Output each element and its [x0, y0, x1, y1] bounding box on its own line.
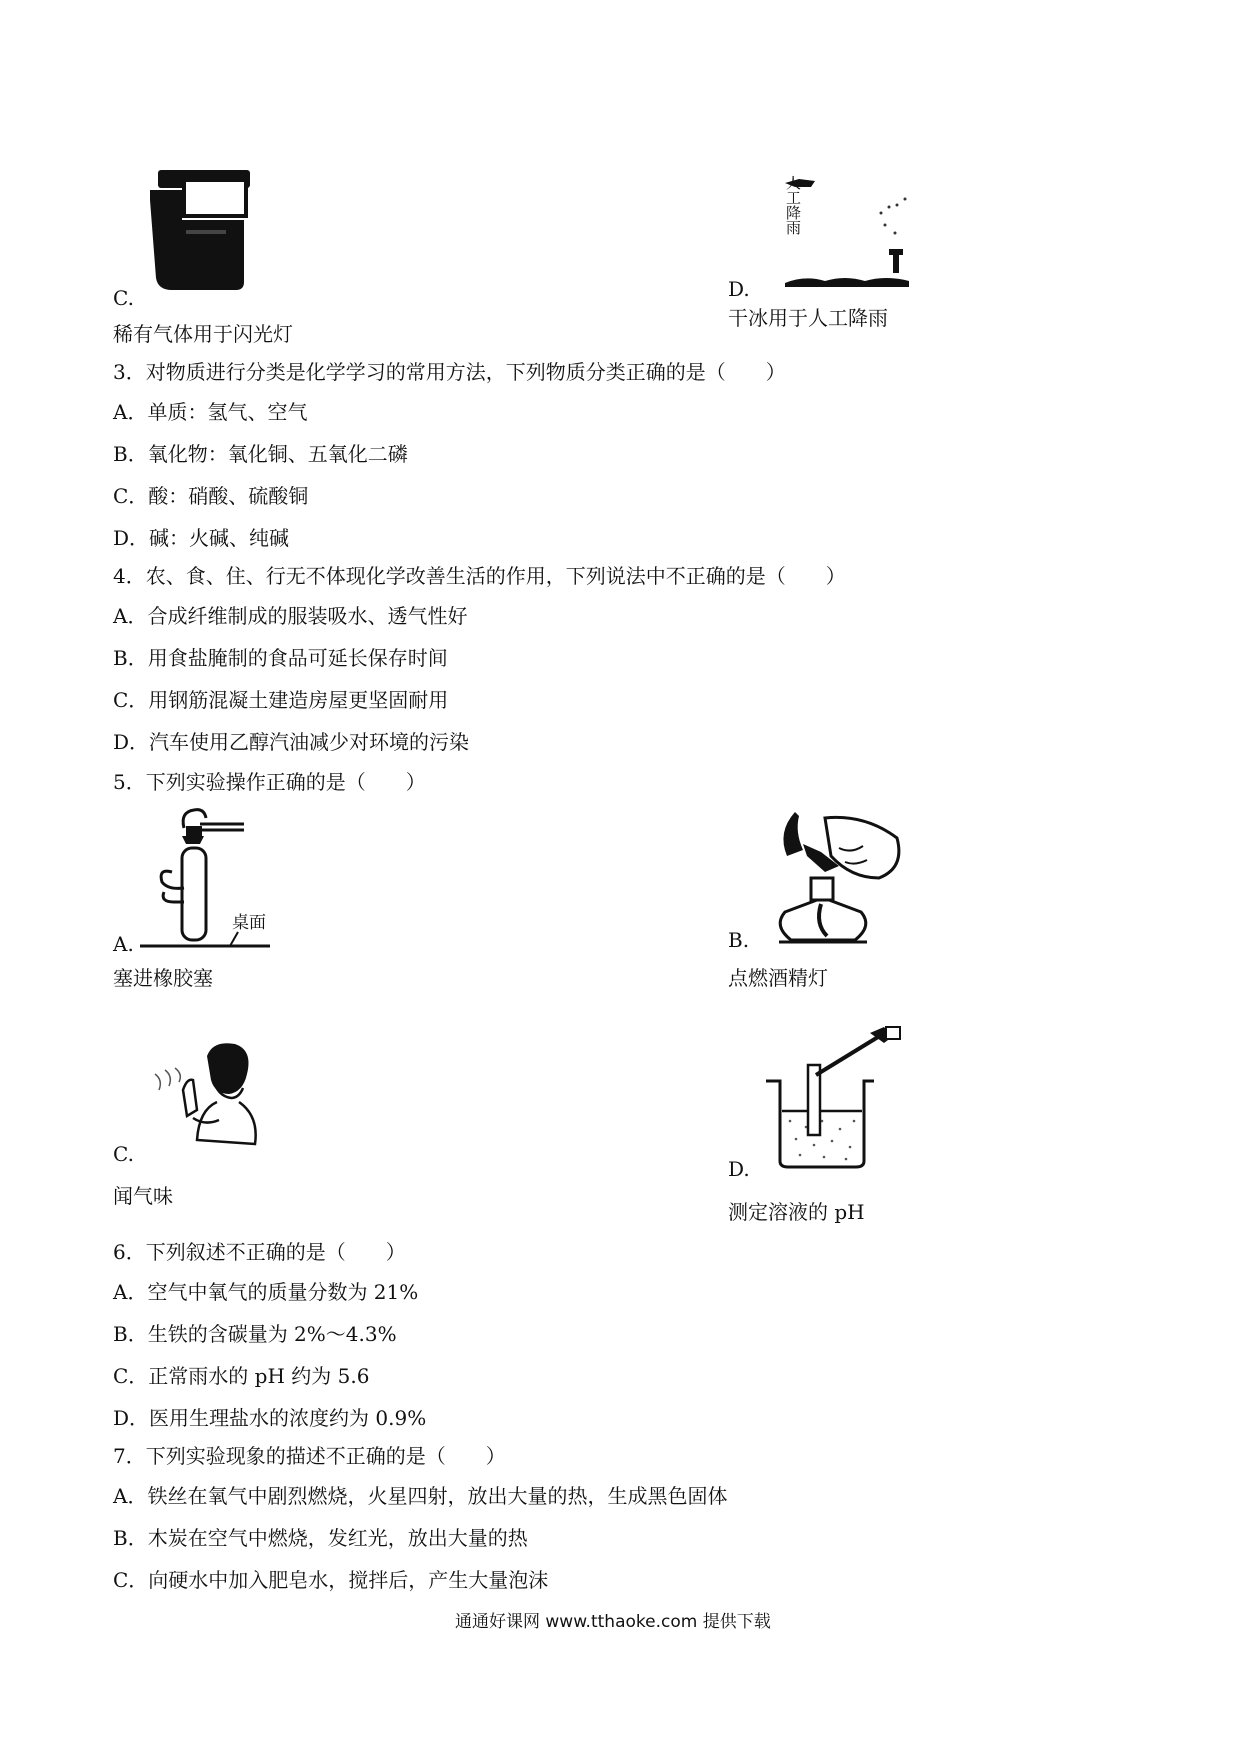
page-footer: 通通好课网 www.tthaoke.com 提供下载: [455, 1612, 771, 1632]
q3-option-d: D．碱：火碱、纯碱: [113, 526, 290, 550]
q2-option-c-caption: 稀有气体用于闪光灯: [113, 322, 293, 346]
q4-option-b: B．用食盐腌制的食品可延长保存时间: [113, 646, 448, 670]
q5-option-a-letter: A.: [113, 932, 134, 956]
q7-option-a: A．铁丝在氧气中剧烈燃烧，火星四射，放出大量的热，生成黑色固体: [113, 1484, 728, 1508]
desktop-label: 桌面: [232, 913, 266, 933]
alcohol-lamp-figure: [755, 808, 905, 958]
q5-option-b-caption: 点燃酒精灯: [728, 966, 828, 990]
q5-option-d-letter: D.: [728, 1157, 750, 1181]
q3-stem: 3．对物质进行分类是化学学习的常用方法，下列物质分类正确的是（ ）: [113, 360, 786, 384]
q4-option-a: A．合成纤维制成的服装吸水、透气性好: [113, 604, 468, 628]
q5-option-b-letter: B.: [728, 928, 750, 952]
q2-option-d-caption: 干冰用于人工降雨: [728, 306, 888, 330]
q6-option-c: C．正常雨水的 pH 约为 5.6: [113, 1364, 370, 1388]
artificial-rain-label: 人工降雨: [784, 175, 802, 235]
q2-option-d-letter: D.: [728, 277, 750, 301]
q5-option-a-caption: 塞进橡胶塞: [113, 966, 213, 990]
q7-option-c: C．向硬水中加入肥皂水，搅拌后，产生大量泡沫: [113, 1568, 549, 1592]
q2-option-c-letter: C.: [113, 286, 134, 310]
q5-option-d-caption: 测定溶液的 pH: [728, 1200, 865, 1224]
q5-stem: 5．下列实验操作正确的是（ ）: [113, 770, 426, 794]
ph-measurement-figure: [760, 1025, 910, 1175]
q4-option-d: D．汽车使用乙醇汽油减少对环境的污染: [113, 730, 470, 754]
q5-option-c-letter: C.: [113, 1142, 134, 1166]
flash-lamp-figure: [148, 170, 253, 295]
q3-option-a: A．单质：氢气、空气: [113, 400, 308, 424]
rubber-stopper-figure: [140, 808, 275, 958]
q3-option-b: B．氧化物：氧化铜、五氧化二磷: [113, 442, 408, 466]
q7-option-b: B．木炭在空气中燃烧，发红光，放出大量的热: [113, 1526, 528, 1550]
q4-option-c: C．用钢筋混凝土建造房屋更坚固耐用: [113, 688, 449, 712]
q6-stem: 6．下列叙述不正确的是（ ）: [113, 1240, 406, 1264]
q4-stem: 4．农、食、住、行无不体现化学改善生活的作用，下列说法中不正确的是（ ）: [113, 564, 846, 588]
q6-option-b: B．生铁的含碳量为 2%～4.3%: [113, 1322, 397, 1346]
q3-option-c: C．酸：硝酸、硫酸铜: [113, 484, 309, 508]
q7-stem: 7．下列实验现象的描述不正确的是（ ）: [113, 1444, 506, 1468]
q6-option-a: A．空气中氧气的质量分数为 21%: [113, 1280, 419, 1304]
q5-option-c-caption: 闻气味: [113, 1184, 173, 1208]
q6-option-d: D．医用生理盐水的浓度约为 0.9%: [113, 1406, 427, 1430]
smelling-gas-figure: [135, 1040, 265, 1160]
artificial-rain-figure: [785, 175, 910, 290]
